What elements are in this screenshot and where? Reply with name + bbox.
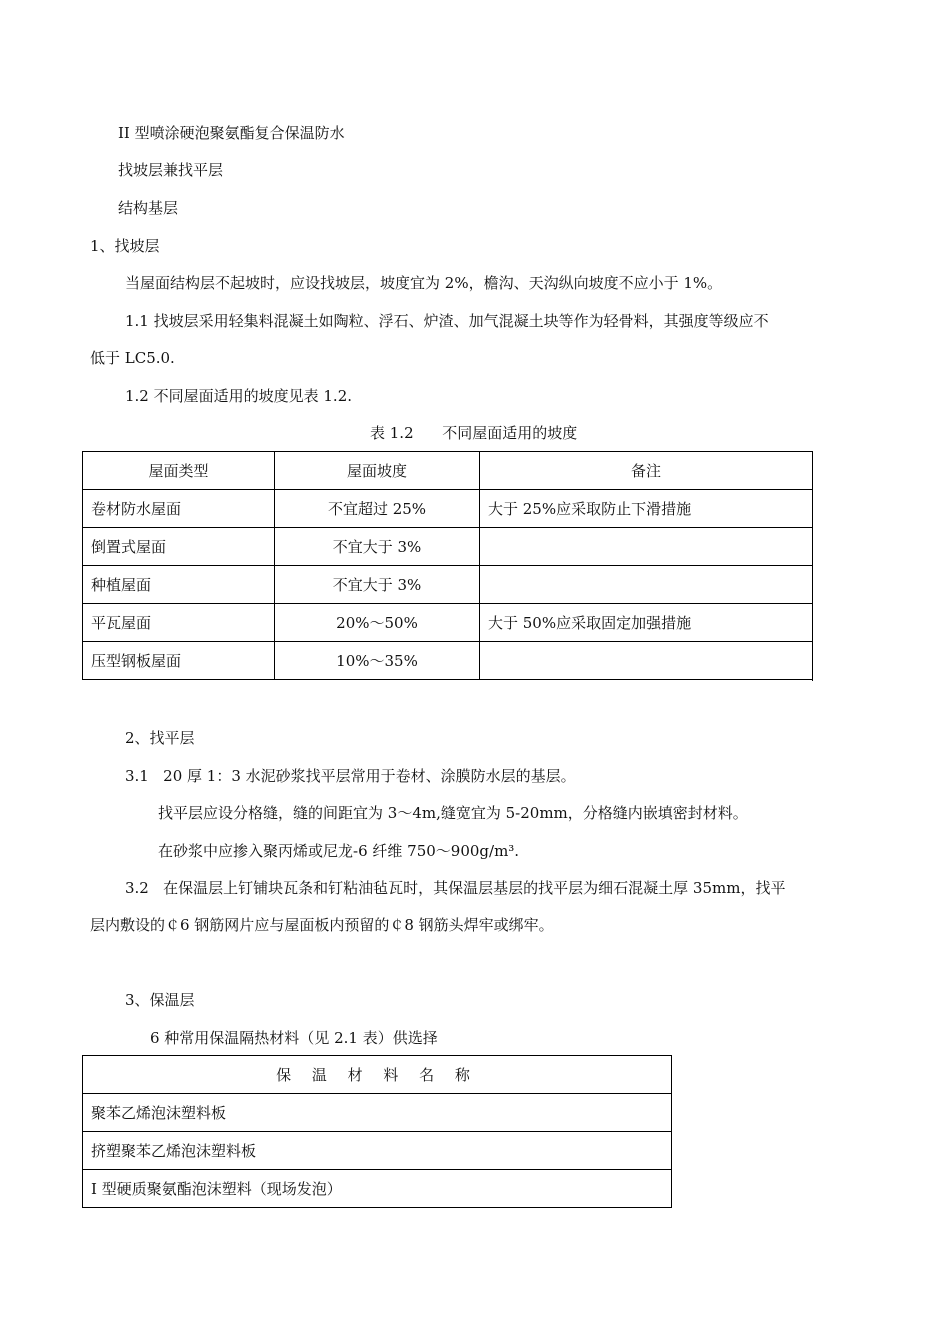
table-row xyxy=(83,490,813,528)
material-cell: 挤塑聚苯乙烯泡沫塑料板 xyxy=(83,1132,672,1170)
material-cell: I 型硬质聚氨酯泡沫塑料（现场发泡） xyxy=(83,1170,672,1208)
roof-type-cell: 平瓦屋面 xyxy=(83,604,275,642)
section-1-heading: 1、找坡层 xyxy=(90,237,160,255)
roof-type-cell: 种植屋面 xyxy=(83,566,275,604)
roof-type-cell: 压型钢板屋面 xyxy=(83,642,275,680)
column-header-remark: 备注 xyxy=(480,452,813,490)
slope-cell: 10%～35% xyxy=(275,642,480,680)
table-header-row xyxy=(83,452,813,490)
remark-cell xyxy=(480,566,813,604)
section-2-heading: 2、找平层 xyxy=(125,729,195,747)
section-1-paragraph: 当屋面结构层不起坡时，应设找坡层，坡度宜为 2%，檐沟、天沟纵向坡度不应小于 1%。 xyxy=(125,274,723,292)
table-double-border xyxy=(812,451,813,681)
section-3-paragraph: 6 种常用保温隔热材料（见 2.1 表）供选择 xyxy=(150,1029,438,1047)
column-header-material-name: 保 温 材 料 名 称 xyxy=(83,1056,672,1094)
material-cell: 聚苯乙烯泡沫塑料板 xyxy=(83,1094,672,1132)
remark-cell xyxy=(480,528,813,566)
table-row xyxy=(83,604,813,642)
table-row xyxy=(83,1132,672,1170)
slope-cell: 不宜大于 3% xyxy=(275,566,480,604)
remark-cell: 大于 25%应采取防止下滑措施 xyxy=(480,490,813,528)
slope-cell: 不宜超过 25% xyxy=(275,490,480,528)
intro-line-1: II 型喷涂硬泡聚氨酯复合保温防水 xyxy=(118,124,345,142)
column-header-roof-type: 屋面类型 xyxy=(83,452,275,490)
column-header-slope: 屋面坡度 xyxy=(275,452,480,490)
roof-type-cell: 倒置式屋面 xyxy=(83,528,275,566)
table-row xyxy=(83,1094,672,1132)
intro-line-2: 找坡层兼找平层 xyxy=(118,161,224,179)
table-row xyxy=(83,528,813,566)
roof-type-cell: 卷材防水屋面 xyxy=(83,490,275,528)
section-3-2-paragraph: 3.2 在保温层上钉铺块瓦条和钉粘油毡瓦时，其保温层基层的找平层为细石混凝土厚 35mm，找平 xyxy=(125,879,786,897)
intro-line-3: 结构基层 xyxy=(118,199,179,217)
table-row xyxy=(83,566,813,604)
table-row xyxy=(83,642,813,680)
slope-cell: 不宜大于 3% xyxy=(275,528,480,566)
section-2-paragraph-fiber: 在砂浆中应掺入聚丙烯或尼龙-6 纤维 750～900g/m³. xyxy=(158,842,520,860)
section-3-heading: 3、保温层 xyxy=(125,991,195,1009)
table-header-row xyxy=(83,1056,672,1094)
section-3-2-paragraph-cont: 层内敷设的￠6 钢筋网片应与屋面板内预留的￠8 钢筋头焊牢或绑牢。 xyxy=(90,916,554,934)
slope-cell: 20%～50% xyxy=(275,604,480,642)
insulation-table xyxy=(82,1055,672,1208)
remark-cell xyxy=(480,642,813,680)
section-2-paragraph-joints: 找平层应设分格缝，缝的间距宜为 3～4m,缝宽宜为 5-20mm，分格缝内嵌填密封材料。 xyxy=(158,804,748,822)
section-1-2-paragraph: 1.2 不同屋面适用的坡度见表 1.2. xyxy=(125,387,353,405)
section-1-1-paragraph-cont: 低于 LC5.0. xyxy=(90,349,175,367)
section-1-1-paragraph: 1.1 找坡层采用轻集料混凝土如陶粒、浮石、炉渣、加气混凝土块等作为轻骨料，其强度等级应不 xyxy=(125,312,769,330)
remark-cell: 大于 50%应采取固定加强措施 xyxy=(480,604,813,642)
section-3-1-paragraph: 3.1 20 厚 1：3 水泥砂浆找平层常用于卷材、涂膜防水层的基层。 xyxy=(125,767,576,785)
table-row xyxy=(83,1170,672,1208)
table-1-2-caption: 表 1.2 不同屋面适用的坡度 xyxy=(370,424,578,442)
slope-table xyxy=(82,451,813,680)
